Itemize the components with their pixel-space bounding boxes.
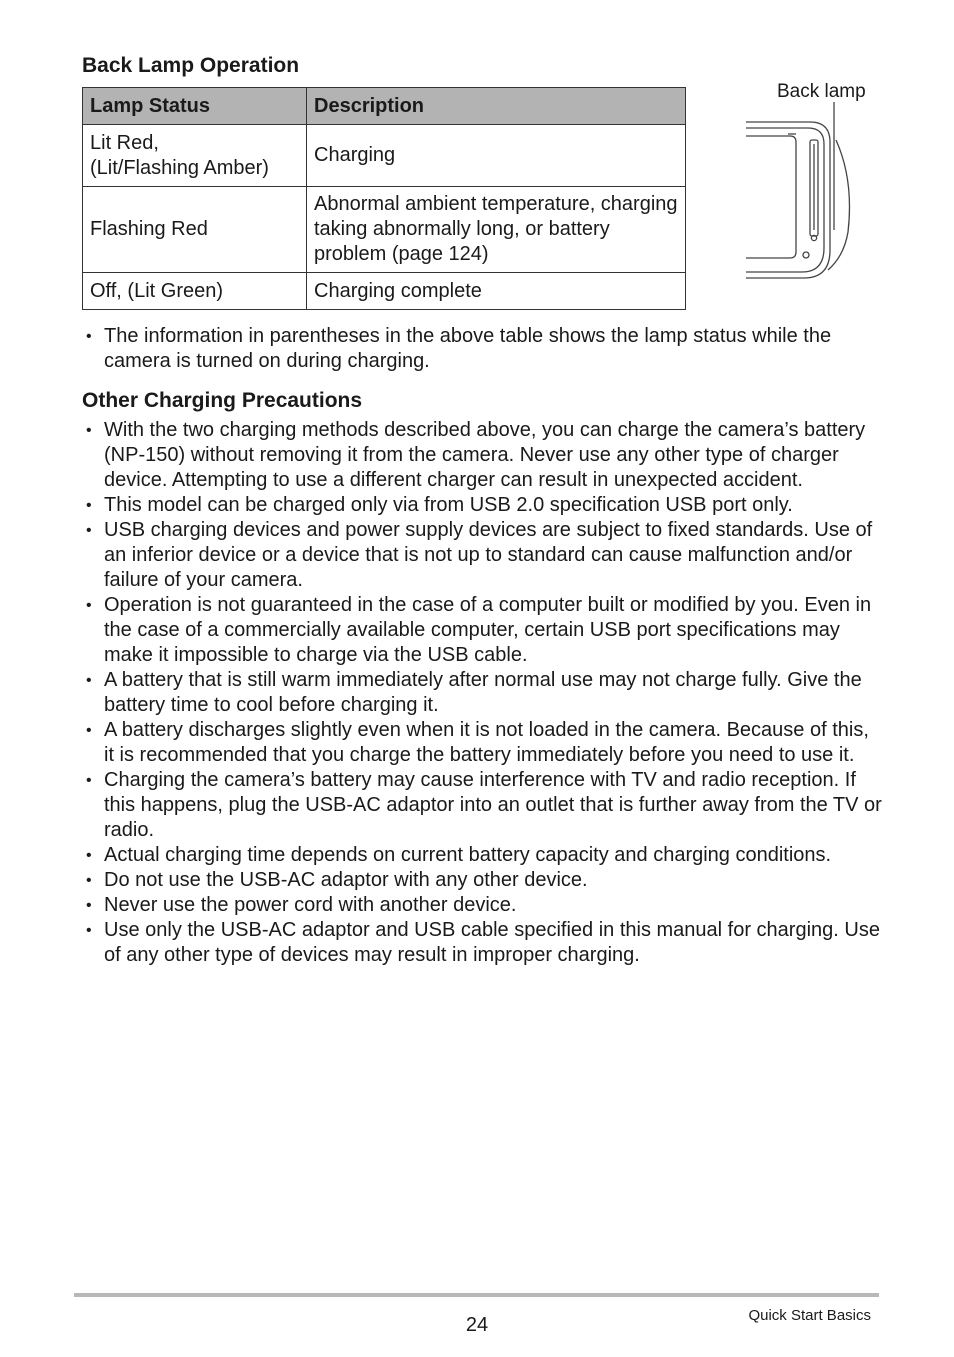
lamp-status-cell: Off, (Lit Green) [83, 273, 307, 310]
list-item: • USB charging devices and power supply devices are subject to fixed standards. Use of an inferior device or a device that is not up to standard can cause malfunction and/or failure of your camera. [82, 518, 882, 593]
list-item: • Operation is not guaranteed in the case of a computer built or modified by you. Even in the case of a commercially available computer, certain USB port specifications may make it impossible to charge via the USB cable. [82, 593, 882, 668]
table-row [83, 125, 686, 187]
section-title-other-precautions: Other Charging Precautions [82, 389, 363, 412]
list-item: • Use only the USB-AC adaptor and USB cable specified in this manual for charging. Use of any other type of devices may result in improper charging. [82, 918, 882, 968]
list-item: • A battery that is still warm immediately after normal use may not charge fully. Give the battery time to cool before charging it. [82, 668, 882, 718]
camera-back-lamp-illustration [738, 80, 878, 290]
footer-divider [74, 1293, 879, 1297]
description-cell: Charging [307, 125, 686, 187]
column-header-lamp-status: Lamp Status [83, 88, 307, 125]
list-item: • This model can be charged only via from USB 2.0 specification USB port only. [82, 493, 882, 518]
list-item: • Actual charging time depends on current battery capacity and charging conditions. [82, 843, 882, 868]
footer-section-name: Quick Start Basics [748, 1307, 871, 1324]
precautions-list [82, 418, 882, 968]
list-item: • With the two charging methods described above, you can charge the camera’s battery (NP-150) without removing it from the camera. Never use any other type of charger device. Attempting to use a different charger can result in unexpected accident. [82, 418, 882, 493]
list-item: • Charging the camera’s battery may cause interference with TV and radio reception. If this happens, plug the USB-AC adaptor into an outlet that is further away from the TV or radio. [82, 768, 882, 843]
page-number: 24 [465, 1314, 489, 1336]
list-item: • Do not use the USB-AC adaptor with any other device. [82, 868, 882, 893]
section-title-back-lamp: Back Lamp Operation [82, 54, 300, 77]
lamp-status-line: (Lit/Flashing Amber) [90, 156, 269, 179]
lamp-status-line: Lit Red, [90, 131, 159, 154]
lamp-status-cell [83, 125, 307, 187]
lamp-status-cell: Flashing Red [83, 187, 307, 273]
table-row [83, 273, 686, 310]
list-item: • The information in parentheses in the above table shows the lamp status while the camera is turned on during charging. [82, 324, 882, 374]
description-cell: Charging complete [307, 273, 686, 310]
lamp-status-table [82, 87, 686, 310]
list-item: • A battery discharges slightly even when it is not loaded in the camera. Because of this, it is recommended that you charge the battery immediately before you need to use it. [82, 718, 882, 768]
column-header-description: Description [307, 88, 686, 125]
figure-label-back-lamp: Back lamp [777, 81, 866, 102]
list-item: • Never use the power cord with another device. [82, 893, 882, 918]
table-row [83, 187, 686, 273]
table-header-row [83, 88, 686, 125]
table-note [82, 324, 882, 374]
description-cell: Abnormal ambient temperature, charging taking abnormally long, or battery problem (page 124) [307, 187, 686, 273]
